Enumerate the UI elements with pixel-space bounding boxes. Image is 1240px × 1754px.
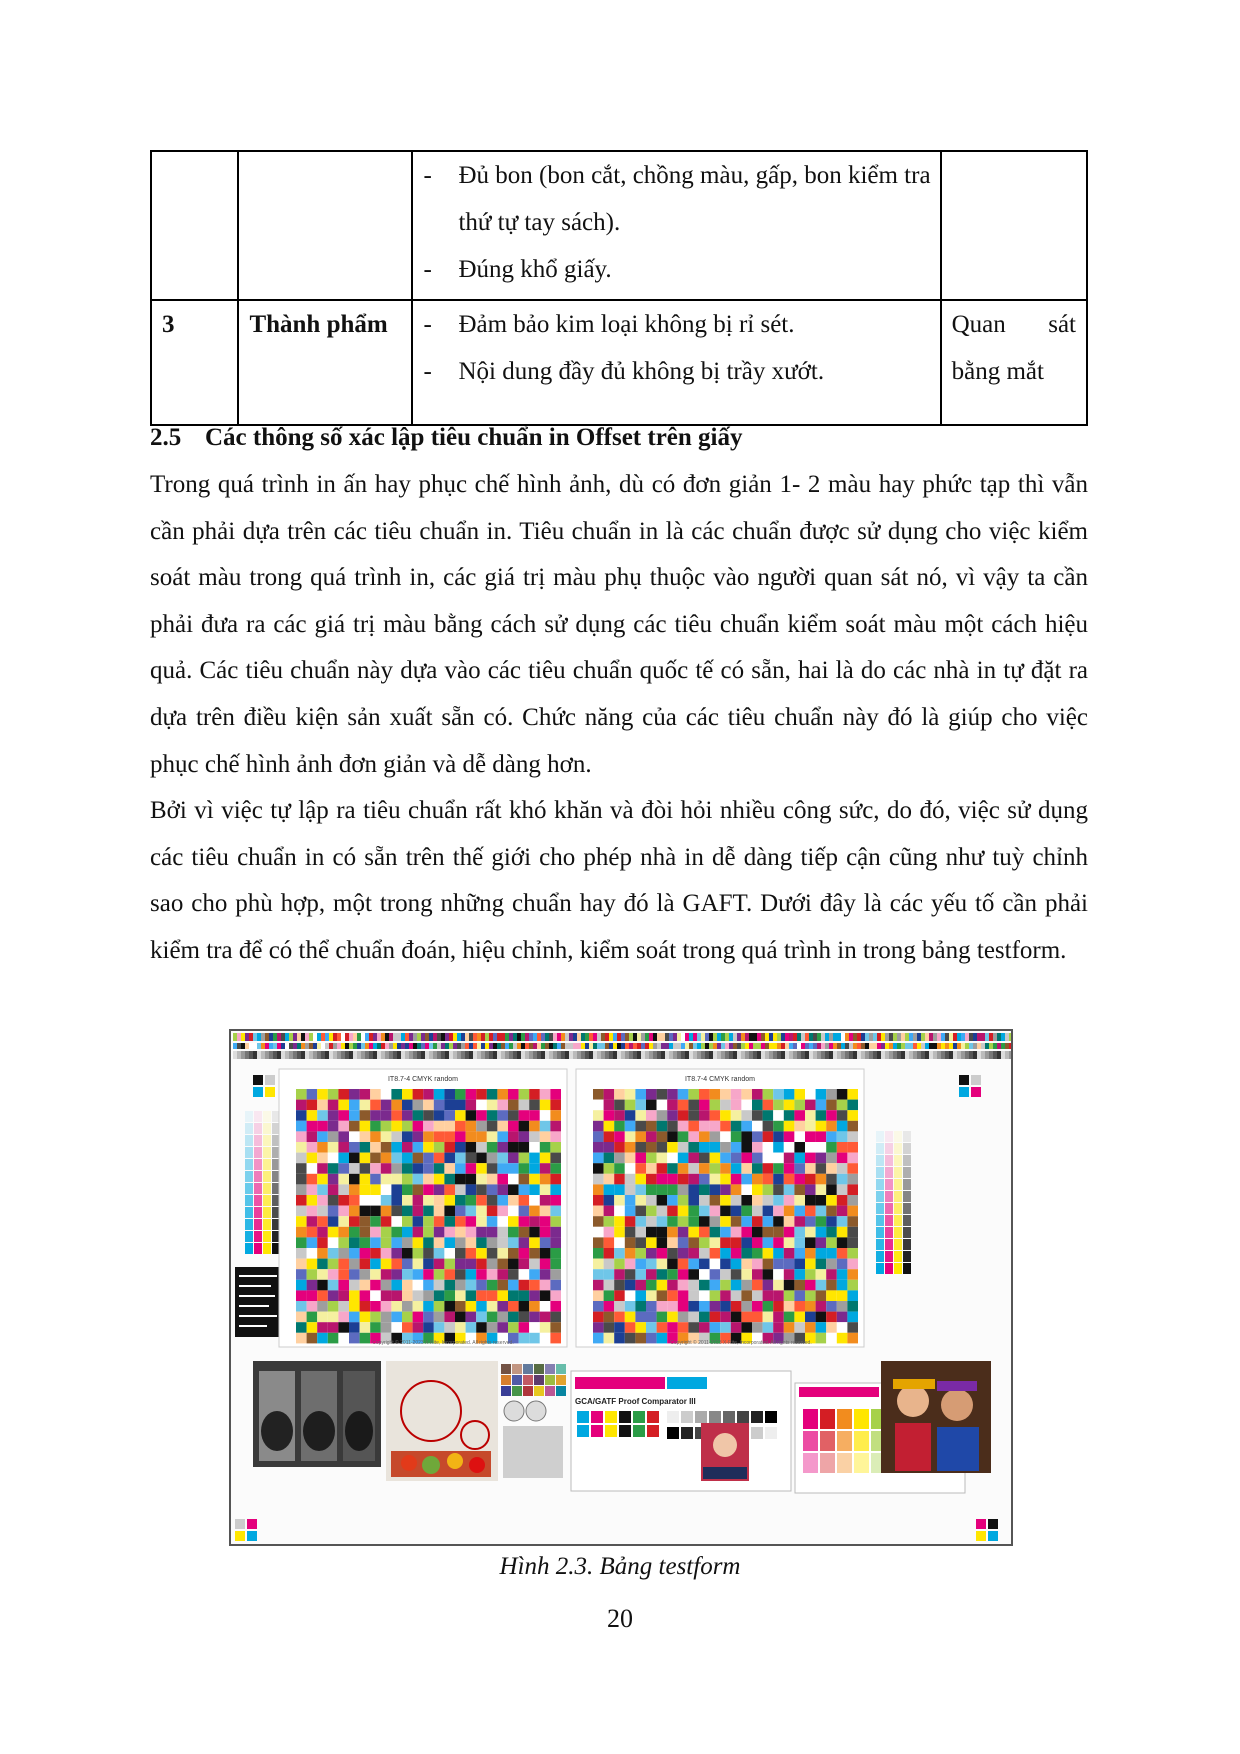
dash-bullet: - <box>423 311 432 338</box>
figure-caption: Hình 2.3. Bảng testform <box>499 1553 741 1580</box>
black-label-block <box>235 1267 283 1337</box>
body-text <box>150 462 1088 975</box>
row-items <box>412 300 940 425</box>
dash-bullet: - <box>423 358 432 385</box>
section-number: 2.5 <box>150 424 182 451</box>
row-stage <box>238 151 412 300</box>
clock-dials <box>503 1401 563 1478</box>
list-item <box>423 301 939 348</box>
inspection-table <box>150 150 1088 426</box>
still-life-photo <box>386 1361 498 1481</box>
table-row <box>151 300 1087 425</box>
section-heading <box>150 418 743 458</box>
paragraph: Bởi vì việc tự lập ra tiêu chuẩn rất khó khăn và đòi hỏi nhiều công sức, do đó, việc sử dụng các tiêu chuẩn in có sẵn trên thế giới cho phép nhà in dễ dàng tiếp cận cũng như tuỳ chỉnh sao cho phù hợp, một trong những chuẩn hay đó là GAFT. Dưới đây là các yếu tố cần phải kiểm tra để có thể chuẩn đoán, hiệu chỉnh, kiểm soát trong quá trình in trong bảng testform. <box>150 797 1088 964</box>
section-title: Các thông số xác lập tiêu chuẩn in Offset trên giấy <box>205 424 743 451</box>
item-text: Đảm bảo kim loại không bị rỉ sét. <box>458 311 795 338</box>
table-row <box>151 151 1087 300</box>
item-text: Đúng khổ giấy. <box>458 256 612 283</box>
row-items <box>412 151 940 300</box>
row-index <box>151 151 238 300</box>
row-stage: Thành phẩm <box>238 300 412 425</box>
tone-ramp-right <box>876 1131 911 1274</box>
color-patch-grid-right <box>593 1089 858 1343</box>
row-method: Quan sát bằng mắt <box>941 300 1087 425</box>
page-number: 20 <box>607 1604 633 1633</box>
proof-comparator-panel <box>571 1371 791 1491</box>
row-method <box>941 151 1087 300</box>
chart-right-title: IT8.7-4 CMYK random <box>684 1076 756 1083</box>
paragraph: Trong quá trình in ấn hay phục chế hình ảnh, dù có đơn giản 1- 2 màu hay phức tạp thì vẫn cần phải dựa trên các tiêu chuẩn in. Tiêu chuẩn in là các chuẩn được sử dụng cho việc kiểm soát màu trong quá trình in, các giá trị màu phụ thuộc vào người quan sát nó, vì vậy ta cần phải đưa ra các giá trị màu bằng cách sử dụng các tiêu chuẩn kiểm soát màu một cách hiệu quả. Các tiêu chuẩn này dựa vào các tiêu chuẩn quốc tế có sẵn, hai là do các nhà in tự đặt ra dựa trên điều kiện sản xuất sẵn có. Chức năng của các tiêu chuẩn này đó là giúp cho việc phục chế hình ảnh đơn giản và dễ dàng hơn. <box>150 471 1088 778</box>
list-item <box>423 152 939 246</box>
testform-image <box>231 1031 1011 1544</box>
tone-ramp-left <box>245 1111 280 1254</box>
color-patch-grid-left <box>296 1089 561 1343</box>
dash-bullet: - <box>423 256 432 283</box>
color-checker-chart <box>501 1364 566 1396</box>
chart-copyright-left: Copyright © 2011-2023 X-Rite, Incorporated. All rights reserved. <box>372 1340 514 1346</box>
chart-copyright-right: Copyright © 2011-2023 X-Rite, Incorporated. All rights reserved. <box>670 1340 812 1346</box>
dash-bullet: - <box>423 162 432 189</box>
small-portrait <box>701 1423 749 1481</box>
list-item <box>423 348 939 395</box>
color-bar-strip <box>233 1033 1011 1059</box>
chart-left-title: IT8.7-4 CMYK random <box>387 1076 459 1083</box>
testform-figure <box>229 1029 1013 1546</box>
proof-title: GCA/GATF Proof Comparator III <box>575 1397 696 1406</box>
row-index: 3 <box>151 300 238 425</box>
item-text: Nội dung đầy đủ không bị trầy xướt. <box>458 358 825 385</box>
list-item <box>423 246 939 293</box>
bw-photo-panel <box>253 1361 381 1467</box>
portrait-photo <box>881 1361 991 1473</box>
item-text: Đủ bon (bon cắt, chồng màu, gấp, bon kiểm tra thứ tự tay sách). <box>458 162 931 236</box>
